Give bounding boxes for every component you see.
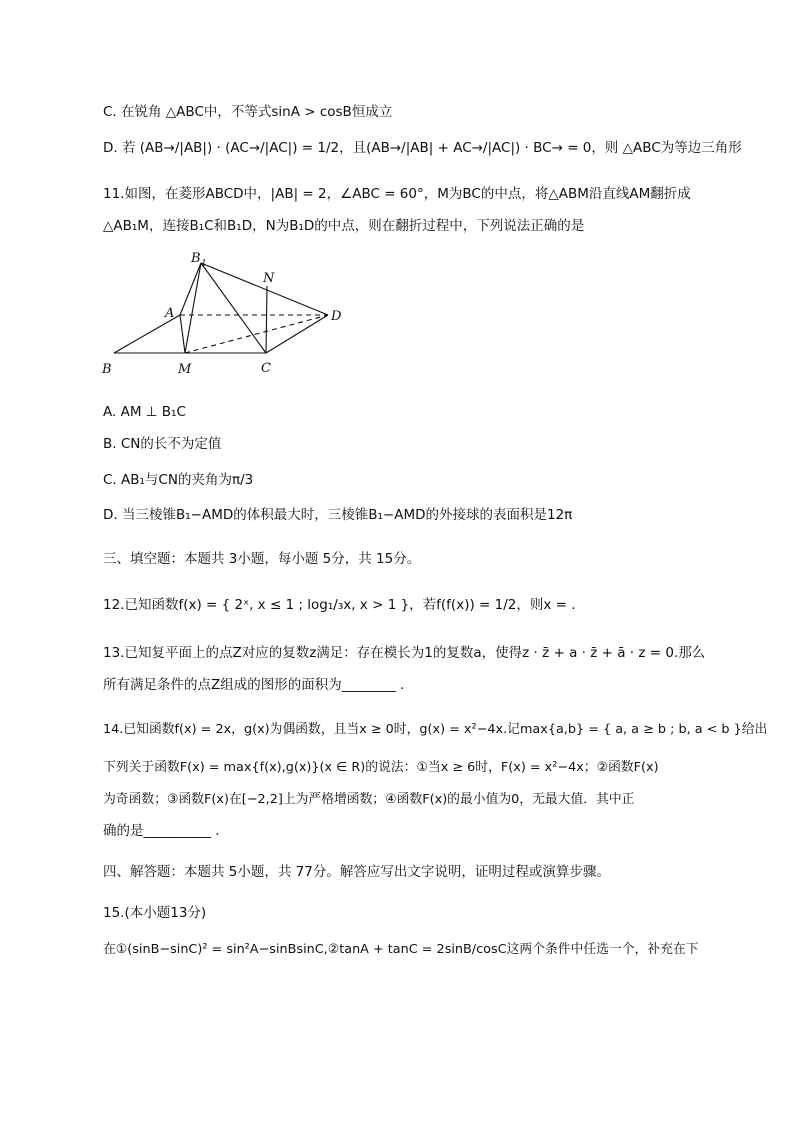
option-d-11: D. 当三棱锥B₁−AMD的体积最大时，三棱锥B₁−AMD的外接球的表面积是12π	[103, 507, 573, 523]
option-c: C. 在锐角 △ABC中，不等式sinA > cosB恒成立	[103, 104, 393, 120]
question-12: 12.已知函数f(x) = { 2ˣ, x ≤ 1 ; log₁/₃x, x > 1 }，若f(f(x)) = 1/2，则x = .	[103, 597, 576, 613]
edge-b1m	[185, 263, 201, 353]
label-a: A	[165, 306, 175, 321]
label-b1-sub: 1	[201, 259, 207, 269]
label-b1: B	[191, 251, 201, 266]
edge-am	[180, 315, 185, 353]
rhombus-fold-figure	[100, 248, 360, 378]
question-14-line-1: 14.已知函数f(x) = 2x，g(x)为偶函数，且当x ≥ 0时，g(x) = x²−4x.记max{a,b} = { a, a ≥ b ; b, a < b }给出	[103, 722, 768, 737]
question-11-line-1: 11.如图，在菱形ABCD中，|AB| = 2，∠ABC = 60°，M为BC的中点，将△ABM沿直线AM翻折成	[103, 186, 691, 202]
label-m: M	[178, 362, 192, 377]
question-13-line-2: 所有满足条件的点Z组成的图形的面积为________ .	[103, 677, 405, 693]
label-c: C	[261, 361, 271, 376]
question-14-line-4: 确的是__________ .	[103, 823, 220, 839]
question-15-title: 15.(本小题13分)	[103, 905, 207, 921]
edge-cd	[266, 315, 328, 353]
label-d: D	[331, 309, 342, 324]
question-14-line-2: 下列关于函数F(x) = max{f(x),g(x)}(x ∈ R)的说法：①当x ≥ 6时，F(x) = x²−4x；②函数F(x)	[103, 760, 659, 775]
section-3-heading: 三、填空题：本题共 3小题，每小题 5分，共 15分。	[103, 551, 421, 567]
edge-md-dashed	[185, 315, 328, 353]
option-b: B. CN的长不为定值	[103, 436, 222, 452]
question-13-line-1: 13.已知复平面上的点Z对应的复数z满足：存在模长为1的复数a，使得z · z̄ + a · z̄ + ā · z = 0.那么	[103, 645, 706, 661]
section-4-heading: 四、解答题：本题共 5小题，共 77分。解答应写出文字说明，证明过程或演算步骤。	[103, 864, 610, 880]
question-11-line-2: △AB₁M，连接B₁C和B₁D，N为B₁D的中点，则在翻折过程中，下列说法正确的是	[103, 218, 585, 234]
label-n: N	[263, 271, 275, 286]
question-15-line-1: 在①(sinB−sinC)² = sin²A−sinBsinC,②tanA + tanC = 2sinB/cosC这两个条件中任选一个，补充在下	[103, 942, 699, 957]
option-a: A. AM ⊥ B₁C	[103, 404, 186, 420]
option-c-11: C. AB₁与CN的夹角为π/3	[103, 472, 254, 488]
label-b: B	[102, 362, 112, 377]
option-d: D. 若 (AB→/|AB|) · (AC→/|AC|) = 1/2，且(AB→/|AB| + AC→/|AC|) · BC→ = 0，则 △ABC为等边三角形	[103, 140, 742, 156]
edge-nc	[266, 286, 267, 353]
edge-b1a	[180, 263, 201, 315]
question-14-line-3: 为奇函数；③函数F(x)在[−2,2]上为严格增函数；④函数F(x)的最小值为0，无最大值．其中正	[103, 792, 635, 807]
